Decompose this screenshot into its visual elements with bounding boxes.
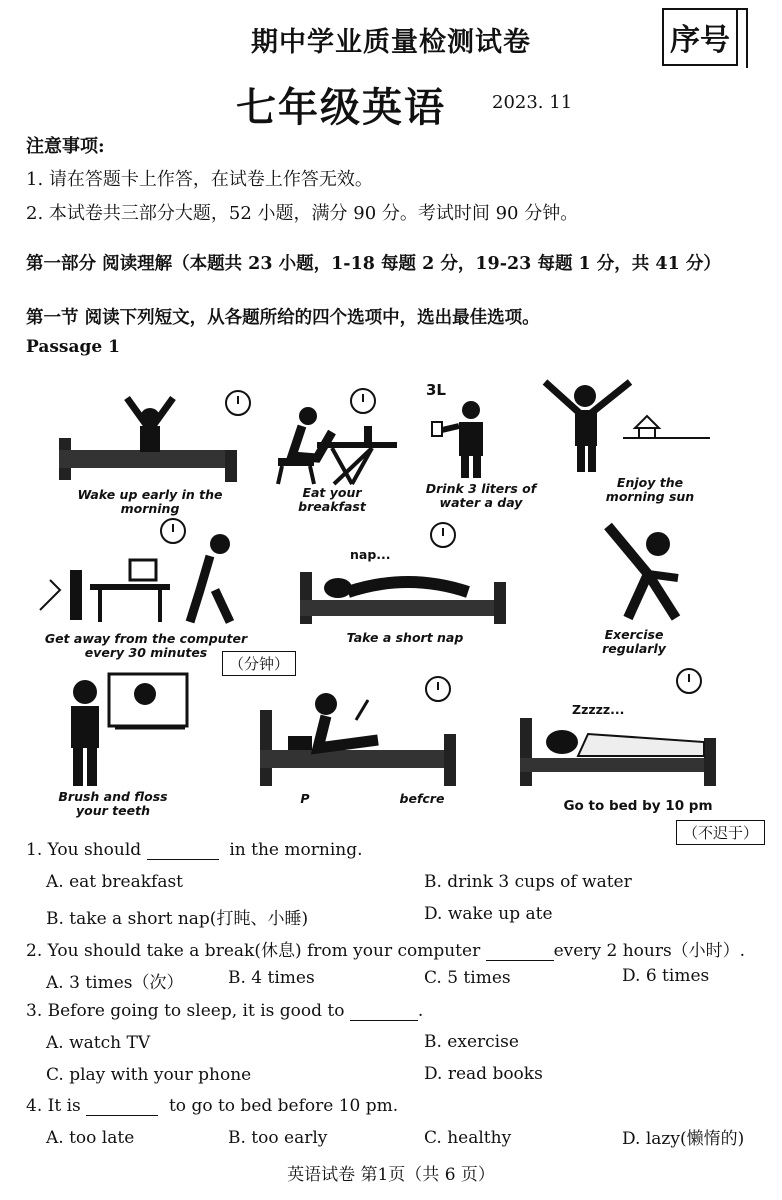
exam-date: 2023. 11 xyxy=(492,92,573,113)
subject-title: 七年级英语 xyxy=(236,84,446,131)
passage-title: Passage 1 xyxy=(26,337,120,357)
notice-item-1: 1. 请在答题卡上作答，在试卷上作答无效。 xyxy=(26,169,373,190)
q2-option-b: B. 4 times xyxy=(228,968,315,988)
exam-title: 期中学业质量检测试卷 xyxy=(251,27,531,58)
q2-option-a: A. 3 times（次） xyxy=(46,973,184,993)
clock-icon xyxy=(225,390,251,416)
q1-option-c: B. take a short nap(打盹、小睡) xyxy=(46,909,309,929)
q2-option-d: D. 6 times xyxy=(622,966,710,986)
label-read-2: befcre xyxy=(399,791,445,806)
label-bed: Go to bed by 10 pm xyxy=(563,798,713,814)
read-illustration xyxy=(258,680,458,788)
drink-water-illustration xyxy=(426,400,516,480)
q2-option-c: C. 5 times xyxy=(424,968,511,988)
wake-up-illustration xyxy=(55,390,245,490)
clock-icon xyxy=(676,668,702,694)
q4-option-d: D. lazy(懒惰的) xyxy=(622,1129,745,1149)
exercise-illustration xyxy=(588,518,698,628)
label-breakfast: Eat your breakfast xyxy=(298,485,366,514)
label-wake: Wake up early in the morning xyxy=(77,487,223,516)
clock-icon xyxy=(430,522,456,548)
label-read-1: P xyxy=(300,791,310,806)
answer-blank xyxy=(486,960,554,961)
q3-option-c: C. play with your phone xyxy=(46,1065,252,1085)
label-sun: Enjoy the morning sun xyxy=(605,475,695,504)
q4-option-b: B. too early xyxy=(228,1128,328,1148)
notice-item-2: 2. 本试卷共三部分大题，52 小题，满分 90 分。考试时间 90 分钟。 xyxy=(26,203,579,224)
note-minutes: （分钟） xyxy=(222,651,296,676)
q1-option-a: A. eat breakfast xyxy=(46,872,184,892)
q4-option-c: C. healthy xyxy=(424,1128,512,1148)
q4-option-a: A. too late xyxy=(46,1128,135,1148)
computer-illustration xyxy=(30,530,250,630)
zzz-label: Zzzzz... xyxy=(572,702,625,717)
liters-label: 3L xyxy=(426,381,446,399)
answer-blank xyxy=(86,1115,158,1116)
q3-option-a: A. watch TV xyxy=(46,1033,151,1053)
section-one-heading: 第一节 阅读下列短文，从各题所给的四个选项中，选出最佳选项。 xyxy=(26,308,540,328)
q3-option-d: D. read books xyxy=(424,1064,543,1084)
note-not-late: （不迟于） xyxy=(676,820,765,845)
answer-blank xyxy=(147,859,219,860)
nap-top-label: nap... xyxy=(350,547,391,562)
label-teeth: Brush and floss your teeth xyxy=(58,789,168,818)
label-water: Drink 3 liters of water a day xyxy=(425,481,537,510)
notice-heading: 注意事项: xyxy=(26,136,105,157)
bed-illustration xyxy=(518,712,718,788)
question-4: 4. It is to go to bed before 10 pm. xyxy=(26,1096,399,1116)
q3-option-b: B. exercise xyxy=(424,1032,519,1052)
page-footer: 英语试卷 第1页（共 6 页） xyxy=(287,1165,495,1185)
part-one-heading: 第一部分 阅读理解（本题共 23 小题，1-18 每题 2 分，19-23 每题 1 分，共 41 分） xyxy=(26,254,721,274)
q1-option-b: B. drink 3 cups of water xyxy=(424,872,632,892)
seq-box: 序号 xyxy=(662,8,738,66)
label-computer: Get away from the computer every 30 minutes xyxy=(44,631,248,660)
brush-teeth-illustration xyxy=(45,668,195,788)
question-2: 2. You should take a break(休息) from your computer every 2 hours（小时）. xyxy=(26,941,746,961)
question-1: 1. You should in the morning. xyxy=(26,840,363,860)
label-exercise: Exercise regularly xyxy=(602,627,666,656)
q1-option-d: D. wake up ate xyxy=(424,904,553,924)
breakfast-illustration xyxy=(272,406,402,486)
clock-icon xyxy=(350,388,376,414)
morning-sun-illustration xyxy=(535,378,715,478)
question-3: 3. Before going to sleep, it is good to . xyxy=(26,1001,424,1021)
nap-illustration xyxy=(298,562,508,628)
answer-blank xyxy=(350,1020,418,1021)
label-nap: Take a short nap xyxy=(346,630,464,645)
